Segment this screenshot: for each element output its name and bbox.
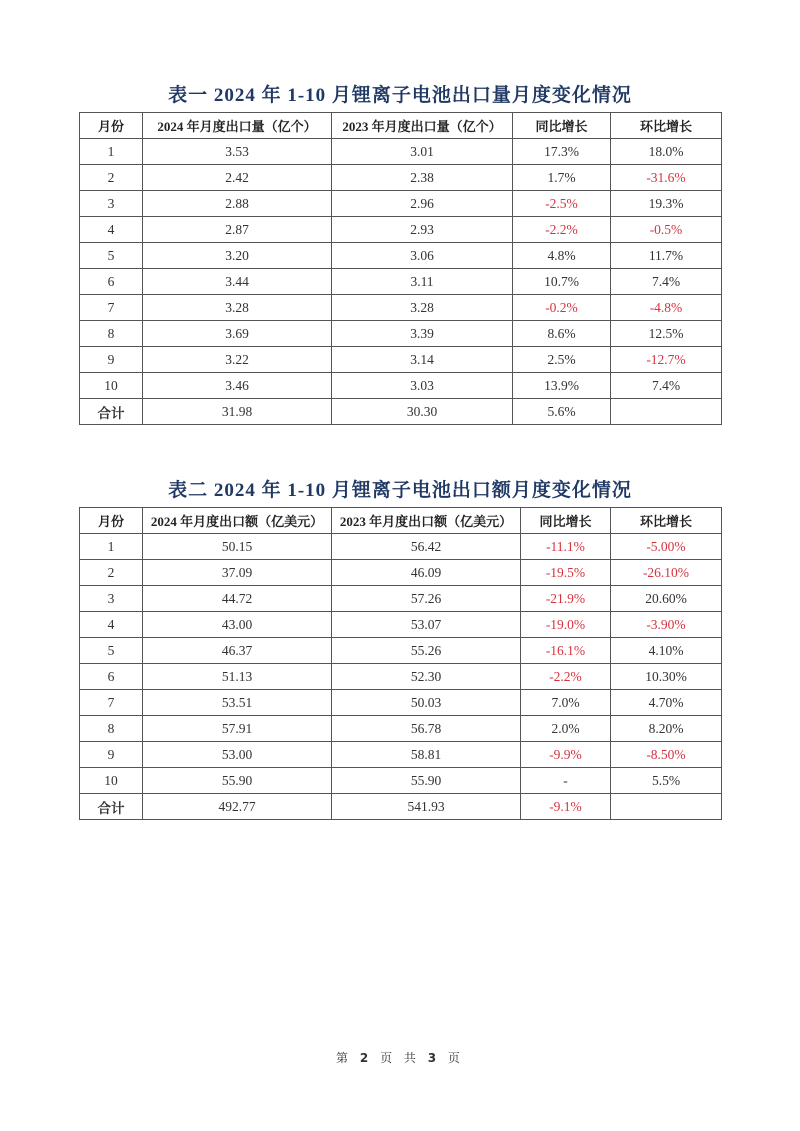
value-2024-cell: 2.42 <box>143 165 332 191</box>
header-2024: 2024 年月度出口额（亿美元） <box>143 508 332 534</box>
yoy-growth-cell: 13.9% <box>513 373 611 399</box>
mom-growth-cell <box>611 399 722 425</box>
yoy-growth-cell: -2.2% <box>513 217 611 243</box>
mom-growth-cell: 19.3% <box>611 191 722 217</box>
month-cell: 1 <box>80 534 143 560</box>
value-2023-cell: 58.81 <box>332 742 521 768</box>
value-2023-cell: 30.30 <box>332 399 513 425</box>
mom-growth-cell: -0.5% <box>611 217 722 243</box>
value-2024-cell: 46.37 <box>143 638 332 664</box>
yoy-growth-cell: -9.9% <box>521 742 611 768</box>
table1-title: 表一 2024 年 1-10 月锂离子电池出口量月度变化情况 <box>168 85 632 106</box>
table2-title: 表二 2024 年 1-10 月锂离子电池出口额月度变化情况 <box>168 480 632 501</box>
yoy-growth-cell: -11.1% <box>521 534 611 560</box>
value-2024-cell: 3.46 <box>143 373 332 399</box>
value-2024-cell: 3.28 <box>143 295 332 321</box>
month-cell: 6 <box>80 269 143 295</box>
value-2024-cell: 43.00 <box>143 612 332 638</box>
value-2023-cell: 53.07 <box>332 612 521 638</box>
value-2024-cell: 37.09 <box>143 560 332 586</box>
value-2023-cell: 3.06 <box>332 243 513 269</box>
yoy-growth-cell: -19.5% <box>521 560 611 586</box>
value-2024-cell: 3.22 <box>143 347 332 373</box>
month-cell: 8 <box>80 321 143 347</box>
table-row <box>80 664 722 690</box>
month-cell: 5 <box>80 638 143 664</box>
current-page-number: 2 <box>359 1051 373 1065</box>
mom-growth-cell: -12.7% <box>611 347 722 373</box>
header-yoy: 同比增长 <box>521 508 611 534</box>
value-2024-cell: 31.98 <box>143 399 332 425</box>
month-cell: 合计 <box>80 794 143 820</box>
value-2024-cell: 3.53 <box>143 139 332 165</box>
month-cell: 10 <box>80 373 143 399</box>
table-row <box>80 534 722 560</box>
header-mom: 环比增长 <box>611 508 722 534</box>
yoy-growth-cell: - <box>521 768 611 794</box>
yoy-growth-cell: -0.2% <box>513 295 611 321</box>
table-row <box>80 768 722 794</box>
table-row <box>80 243 722 269</box>
month-cell: 7 <box>80 690 143 716</box>
value-2023-cell: 46.09 <box>332 560 521 586</box>
value-2023-cell: 2.96 <box>332 191 513 217</box>
header-2023: 2023 年月度出口量（亿个） <box>332 113 513 139</box>
total-row <box>80 794 722 820</box>
table-row <box>80 165 722 191</box>
month-cell: 3 <box>80 586 143 612</box>
mom-growth-cell: 7.4% <box>611 373 722 399</box>
total-page-number: 3 <box>427 1051 441 1065</box>
table-row <box>80 217 722 243</box>
month-cell: 2 <box>80 560 143 586</box>
yoy-growth-cell: -19.0% <box>521 612 611 638</box>
yoy-growth-cell: 2.5% <box>513 347 611 373</box>
value-2024-cell: 3.69 <box>143 321 332 347</box>
mom-growth-cell: 11.7% <box>611 243 722 269</box>
yoy-growth-cell: -2.2% <box>521 664 611 690</box>
value-2024-cell: 51.13 <box>143 664 332 690</box>
value-2023-cell: 3.01 <box>332 139 513 165</box>
table-row <box>80 295 722 321</box>
value-2024-cell: 55.90 <box>143 768 332 794</box>
value-2023-cell: 3.28 <box>332 295 513 321</box>
yoy-growth-cell: 4.8% <box>513 243 611 269</box>
value-2023-cell: 3.11 <box>332 269 513 295</box>
table-row <box>80 742 722 768</box>
table-row <box>80 373 722 399</box>
yoy-growth-cell: 7.0% <box>521 690 611 716</box>
mom-growth-cell: 18.0% <box>611 139 722 165</box>
mom-growth-cell: -3.90% <box>611 612 722 638</box>
table-row <box>80 690 722 716</box>
header-mom: 环比增长 <box>611 113 722 139</box>
table-header-row <box>80 508 722 534</box>
value-2024-cell: 3.20 <box>143 243 332 269</box>
value-2024-cell: 492.77 <box>143 794 332 820</box>
value-2023-cell: 52.30 <box>332 664 521 690</box>
yoy-growth-cell: 8.6% <box>513 321 611 347</box>
page-footer <box>0 1049 800 1066</box>
value-2023-cell: 3.39 <box>332 321 513 347</box>
table-header-row <box>80 113 722 139</box>
header-yoy: 同比增长 <box>513 113 611 139</box>
value-2023-cell: 541.93 <box>332 794 521 820</box>
value-2024-cell: 53.00 <box>143 742 332 768</box>
month-cell: 9 <box>80 347 143 373</box>
mom-growth-cell: -8.50% <box>611 742 722 768</box>
mom-growth-cell: -26.10% <box>611 560 722 586</box>
month-cell: 合计 <box>80 399 143 425</box>
table-row <box>80 586 722 612</box>
value-2024-cell: 2.87 <box>143 217 332 243</box>
value-2023-cell: 50.03 <box>332 690 521 716</box>
month-cell: 4 <box>80 217 143 243</box>
yoy-growth-cell: 1.7% <box>513 165 611 191</box>
yoy-growth-cell: 5.6% <box>513 399 611 425</box>
header-2023: 2023 年月度出口额（亿美元） <box>332 508 521 534</box>
mom-growth-cell: 5.5% <box>611 768 722 794</box>
table-row <box>80 269 722 295</box>
value-2024-cell: 57.91 <box>143 716 332 742</box>
footer-suffix: 页 <box>447 1051 464 1065</box>
mom-growth-cell: 20.60% <box>611 586 722 612</box>
table-row <box>80 321 722 347</box>
mom-growth-cell: 12.5% <box>611 321 722 347</box>
value-2023-cell: 2.38 <box>332 165 513 191</box>
header-month: 月份 <box>80 113 143 139</box>
value-2023-cell: 55.90 <box>332 768 521 794</box>
value-2023-cell: 3.14 <box>332 347 513 373</box>
value-2023-cell: 56.42 <box>332 534 521 560</box>
table-row <box>80 347 722 373</box>
yoy-growth-cell: -21.9% <box>521 586 611 612</box>
yoy-growth-cell: -16.1% <box>521 638 611 664</box>
header-month: 月份 <box>80 508 143 534</box>
yoy-growth-cell: 17.3% <box>513 139 611 165</box>
month-cell: 7 <box>80 295 143 321</box>
export-value-table <box>79 507 722 820</box>
value-2024-cell: 53.51 <box>143 690 332 716</box>
mom-growth-cell: 10.30% <box>611 664 722 690</box>
mom-growth-cell: -31.6% <box>611 165 722 191</box>
month-cell: 10 <box>80 768 143 794</box>
value-2023-cell: 56.78 <box>332 716 521 742</box>
month-cell: 3 <box>80 191 143 217</box>
header-2024: 2024 年月度出口量（亿个） <box>143 113 332 139</box>
export-volume-table <box>79 112 722 425</box>
month-cell: 1 <box>80 139 143 165</box>
value-2024-cell: 3.44 <box>143 269 332 295</box>
yoy-growth-cell: -9.1% <box>521 794 611 820</box>
mom-growth-cell: 4.70% <box>611 690 722 716</box>
table-row <box>80 638 722 664</box>
table-row <box>80 560 722 586</box>
mom-growth-cell: 4.10% <box>611 638 722 664</box>
footer-middle: 页 共 <box>380 1051 420 1065</box>
month-cell: 4 <box>80 612 143 638</box>
month-cell: 6 <box>80 664 143 690</box>
value-2023-cell: 55.26 <box>332 638 521 664</box>
value-2023-cell: 57.26 <box>332 586 521 612</box>
total-row <box>80 399 722 425</box>
month-cell: 9 <box>80 742 143 768</box>
yoy-growth-cell: -2.5% <box>513 191 611 217</box>
mom-growth-cell: 7.4% <box>611 269 722 295</box>
table-row <box>80 716 722 742</box>
month-cell: 8 <box>80 716 143 742</box>
mom-growth-cell <box>611 794 722 820</box>
table-row <box>80 191 722 217</box>
table-row <box>80 612 722 638</box>
yoy-growth-cell: 2.0% <box>521 716 611 742</box>
mom-growth-cell: -5.00% <box>611 534 722 560</box>
mom-growth-cell: -4.8% <box>611 295 722 321</box>
value-2024-cell: 2.88 <box>143 191 332 217</box>
yoy-growth-cell: 10.7% <box>513 269 611 295</box>
value-2024-cell: 44.72 <box>143 586 332 612</box>
month-cell: 5 <box>80 243 143 269</box>
value-2023-cell: 2.93 <box>332 217 513 243</box>
month-cell: 2 <box>80 165 143 191</box>
table-row <box>80 139 722 165</box>
mom-growth-cell: 8.20% <box>611 716 722 742</box>
value-2024-cell: 50.15 <box>143 534 332 560</box>
footer-prefix: 第 <box>336 1051 353 1065</box>
value-2023-cell: 3.03 <box>332 373 513 399</box>
